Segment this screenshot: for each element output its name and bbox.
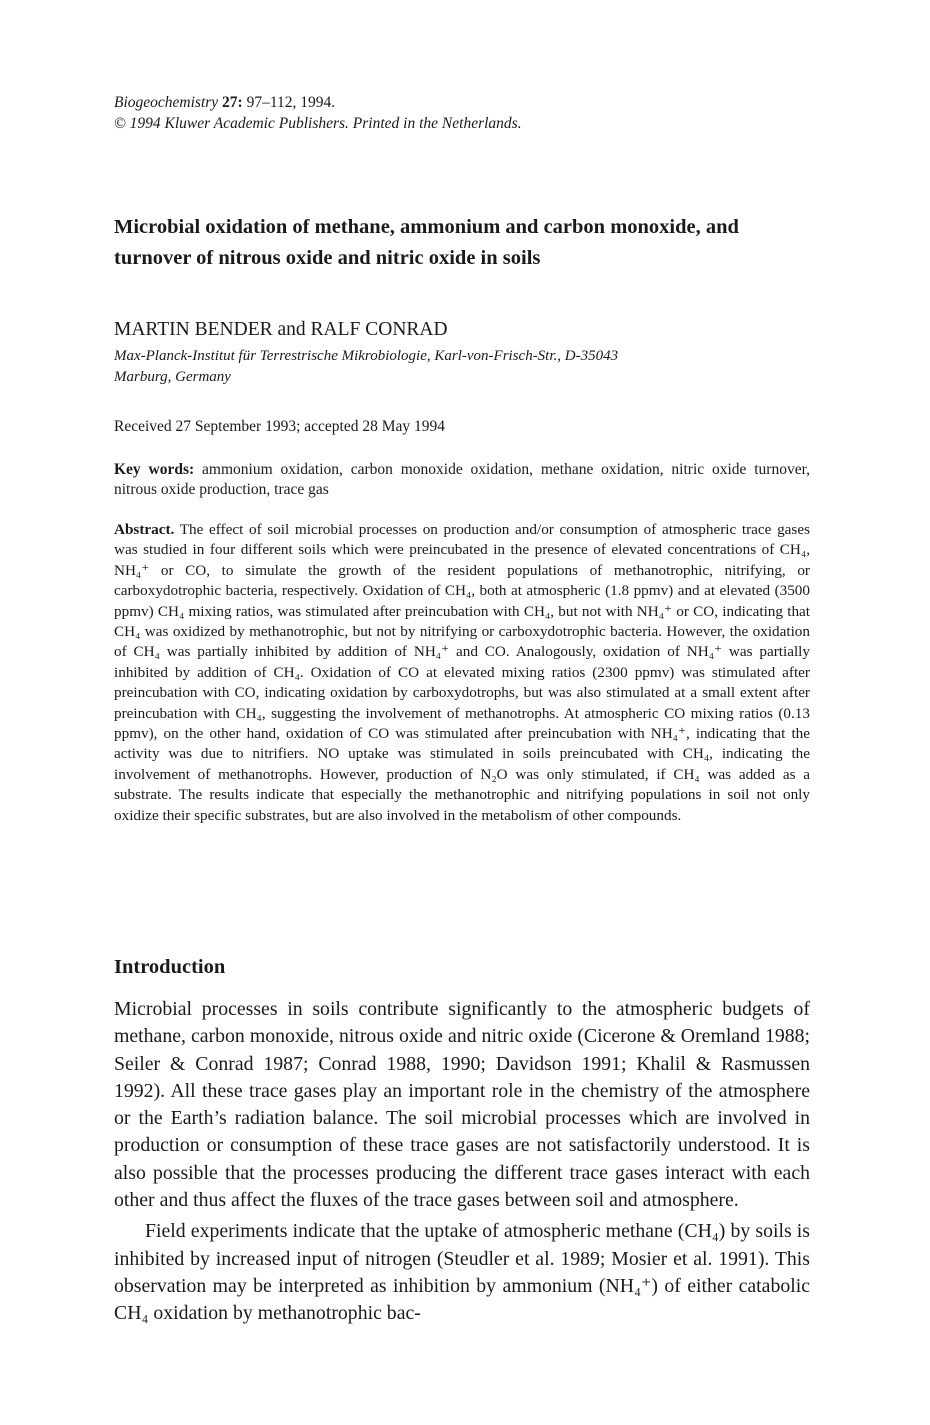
copyright-line: © 1994 Kluwer Academic Publishers. Printed in the Netherlands. [114,115,522,132]
journal-pages-year: 97–112, 1994. [246,94,336,111]
introduction-paragraph-2: Field experiments indicate that the uptake of atmospheric methane (CH₄) by soils is inhibited by increased input of nitrogen (Steudler et al. 1989; Mosier et al. 1991). This observation may be interpreted as inhibition by ammonium (NH₄⁺) of either catabolic CH₄ oxidation by methanotrophic bac- [114,1220,810,1325]
article-authors: MARTIN BENDER and RALF CONRAD [114,319,448,340]
section-heading-introduction: Introduction [114,956,226,978]
journal-reference-line [114,92,522,113]
received-dates: Received 27 September 1993; accepted 28 May 1994 [114,418,445,435]
keywords-block [114,460,810,500]
affiliation-line-1: Max-Planck-Institut für Terrestrische Mikrobiologie, Karl-von-Frisch-Str., D-35043 [114,348,619,364]
abstract-block [114,520,810,826]
introduction-paragraph-1: Microbial processes in soils contribute significantly to the atmospheric budgets of methane, carbon monoxide, nitrous oxide and nitric oxide (Cicerone & Oremland 1988; Seiler & Conrad 1987; Conrad 1988, 1990; Davidson 1991; Khalil & Rasmussen 1992). All these trace gases play an important role in the chemistry of the atmosphere or the Earth’s radiation balance. The soil microbial processes which are involved in production or consumption of these trace gases are not satisfactorily understood. It is also possible that the processes producing the different trace gases interact with each other and thus affect the fluxes of the trace gases between soil and atmosphere. [114,998,810,1212]
journal-name: Biogeochemistry [114,94,219,111]
abstract-text: The effect of soil microbial processes on production and/or consumption of atmospheric trace gases was studied in four different soils which were preincubated in the presence of elevated concentrations of CH₄, NH₄⁺ or CO, to simulate the growth of the resident populations of methanotrophic, nitrifying, or carboxydotrophic bacteria, respectively. Oxidation of CH₄, both at atmospheric (1.8 ppmv) and at elevated (3500 ppmv) CH₄ mixing ratios, was stimulated after preincubation with CH₄, but not with NH₄⁺ or CO, indicating that CH₄ was oxidized by methanotrophic, but not by nitrifying or carboxydotrophic bacteria. However, the oxidation of CH₄ was partially inhibited by addition of NH₄⁺ and CO. Analogously, oxidation of NH₄⁺ was partially inhibited by addition of CH₄. Oxidation of CO at elevated mixing ratios (2300 ppmv) was stimulated after preincubation with CO, indicating oxidation by carboxydotrophs, but was also stimulated at a small extent after preincubation with CH₄, suggesting the involvement of methanotrophs. At atmospheric CO mixing ratios (0.13 ppmv), on the other hand, oxidation of CO was stimulated after preincubation with NH₄⁺, indicating that the activity was due to nitrifiers. NO uptake was stimulated in soils preincubated with CH₄, indicating the involvement of methanotrophs. However, production of N₂O was only stimulated, if CH₄ was added as a substrate. The results indicate that especially the methanotrophic and nitrifying populations in soil not only oxidize their specific substrates, but are also involved in the metabolism of other compounds. [114,521,810,824]
introduction-body [114,996,810,1328]
journal-citation [114,92,522,134]
abstract-label: Abstract. [114,521,175,538]
author-affiliation [114,346,804,388]
article-title: Microbial oxidation of methane, ammonium and carbon monoxide, and turnover of nitrous oxide and nitric oxide in soils [114,216,739,269]
keywords-label: Key words: [114,461,195,478]
affiliation-line-2: Marburg, Germany [114,369,231,385]
journal-volume: 27: [222,94,243,111]
keywords-text: ammonium oxidation, carbon monoxide oxidation, methane oxidation, nitric oxide turnover, nitrous oxide production, trace gas [114,461,811,498]
